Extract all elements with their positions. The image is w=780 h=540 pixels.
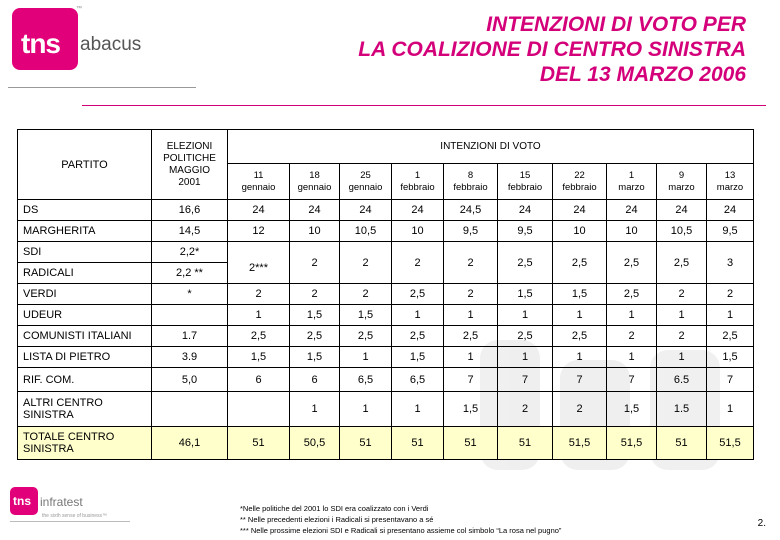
table-row xyxy=(18,347,754,368)
date-header: 1 marzo xyxy=(607,164,657,200)
value-cell: 10 xyxy=(392,221,444,242)
value-cell: 1 xyxy=(657,347,707,368)
value-cell: 6,5 xyxy=(392,368,444,392)
elections-2001-value xyxy=(152,305,228,326)
value-cell: 1 xyxy=(498,305,553,326)
date-month: febbraio xyxy=(562,181,597,193)
value-cell: 2,5 xyxy=(707,326,754,347)
table-row xyxy=(18,326,754,347)
value-cell: 10 xyxy=(607,221,657,242)
merged-value-cell: 3 xyxy=(707,242,754,284)
table-row xyxy=(18,200,754,221)
value-cell: 2,5 xyxy=(392,326,444,347)
value-cell: 1 xyxy=(340,392,392,427)
date-month: febbraio xyxy=(453,181,488,193)
table-row xyxy=(18,242,754,263)
value-cell: 2 xyxy=(228,284,290,305)
table-row xyxy=(18,221,754,242)
logo-bottom-text: tns xyxy=(13,494,31,508)
footnote-2: ** Nelle precedenti elezioni i Radicali si presentavano a sé xyxy=(240,515,434,524)
value-cell: 2,5 xyxy=(290,326,340,347)
value-cell: 24 xyxy=(553,200,607,221)
logo-brand-abacus: abacus xyxy=(80,34,142,55)
value-cell: 51 xyxy=(340,427,392,460)
page-number: 2. xyxy=(757,518,766,529)
date-header: 1 febbraio xyxy=(392,164,444,200)
party-name: VERDI xyxy=(18,284,152,305)
title-line-1: INTENZIONI DI VOTO PER xyxy=(486,13,746,36)
title-line-2: LA COALIZIONE DI CENTRO SINISTRA xyxy=(358,38,746,61)
value-cell: 10 xyxy=(290,221,340,242)
intentions-header: INTENZIONI DI VOTO xyxy=(228,130,754,164)
value-cell: 2 xyxy=(657,326,707,347)
value-cell: 9,5 xyxy=(707,221,754,242)
tns-infratest-logo xyxy=(10,487,38,515)
value-cell: 2 xyxy=(657,284,707,305)
elections-2001-value: 2,2* xyxy=(152,242,228,263)
value-cell: 51,5 xyxy=(707,427,754,460)
value-cell: 2,5 xyxy=(228,326,290,347)
date-header: 22 febbraio xyxy=(553,164,607,200)
party-name: COMUNISTI ITALIANI xyxy=(18,326,152,347)
value-cell: 1,5 xyxy=(392,347,444,368)
merged-value-cell: 2 xyxy=(392,242,444,284)
trademark-mark: ™ xyxy=(76,6,82,12)
date-month: febbraio xyxy=(507,181,543,193)
value-cell: 24 xyxy=(392,200,444,221)
party-name: MARGHERITA xyxy=(18,221,152,242)
value-cell: 1,5 xyxy=(607,392,657,427)
value-cell: 2 xyxy=(498,392,553,427)
tns-logo xyxy=(12,6,82,70)
value-cell: 24 xyxy=(340,200,392,221)
voting-intentions-table xyxy=(17,129,754,460)
party-name: RADICALI xyxy=(18,263,152,284)
value-cell: 1 xyxy=(707,392,754,427)
value-cell: 2,5 xyxy=(340,326,392,347)
logo-brand-infratest: infratest xyxy=(40,495,83,509)
date-header: 9 marzo xyxy=(657,164,707,200)
elections-2001-value: 16,6 xyxy=(152,200,228,221)
party-name: UDEUR xyxy=(18,305,152,326)
value-cell: 24 xyxy=(498,200,553,221)
value-cell: 6 xyxy=(228,368,290,392)
title-divider xyxy=(82,105,766,106)
party-name: RIF. COM. xyxy=(18,368,152,392)
value-cell: 51 xyxy=(444,427,498,460)
date-header: 8 febbraio xyxy=(444,164,498,200)
merged-value-cell: 2,5 xyxy=(553,242,607,284)
value-cell: 1 xyxy=(290,392,340,427)
elections-2001-value: 2,2 ** xyxy=(152,263,228,284)
value-cell: 2,5 xyxy=(444,326,498,347)
value-cell: 9,5 xyxy=(498,221,553,242)
value-cell: 1 xyxy=(607,347,657,368)
value-cell: 24 xyxy=(607,200,657,221)
value-cell: 1 xyxy=(553,305,607,326)
value-cell: 51 xyxy=(657,427,707,460)
value-cell: 6 xyxy=(290,368,340,392)
party-name: ALTRI CENTRO SINISTRA xyxy=(18,392,152,427)
value-cell: 10 xyxy=(553,221,607,242)
elections-2001-value: 14,5 xyxy=(152,221,228,242)
value-cell: 10,5 xyxy=(657,221,707,242)
date-header: 11 gennaio xyxy=(228,164,290,200)
merged-value-cell: 2,5 xyxy=(657,242,707,284)
value-cell: 1 xyxy=(392,305,444,326)
elections-2001-value: 3.9 xyxy=(152,347,228,368)
value-cell: 2,5 xyxy=(607,284,657,305)
merged-value-cell: 2 xyxy=(444,242,498,284)
date-month: marzo xyxy=(716,181,744,193)
value-cell: 24,5 xyxy=(444,200,498,221)
value-cell: 1,5 xyxy=(444,392,498,427)
value-cell: 2,5 xyxy=(498,326,553,347)
date-month: gennaio xyxy=(297,181,332,193)
value-cell: 24 xyxy=(657,200,707,221)
value-cell: 12 xyxy=(228,221,290,242)
value-cell: 51 xyxy=(392,427,444,460)
elections-2001-value: 46,1 xyxy=(152,427,228,460)
value-cell: 9,5 xyxy=(444,221,498,242)
value-cell: 1 xyxy=(553,347,607,368)
table-row xyxy=(18,284,754,305)
logo-text: tns xyxy=(21,28,60,59)
merged-value-cell: 2,5 xyxy=(607,242,657,284)
logo-slogan: the sixth sense of business™ xyxy=(42,513,108,519)
value-cell: 1,5 xyxy=(228,347,290,368)
value-cell: 1,5 xyxy=(498,284,553,305)
date-month: marzo xyxy=(618,181,645,193)
value-cell: 51,5 xyxy=(607,427,657,460)
value-cell: 2 xyxy=(707,284,754,305)
merged-value-cell: 2 xyxy=(290,242,340,284)
value-cell: 2 xyxy=(553,392,607,427)
elections-2001-value: 1.7 xyxy=(152,326,228,347)
merged-value-cell: 2,5 xyxy=(498,242,553,284)
value-cell: 24 xyxy=(228,200,290,221)
party-name: LISTA DI PIETRO xyxy=(18,347,152,368)
merged-value-cell: 2 xyxy=(340,242,392,284)
date-header: 13 marzo xyxy=(707,164,754,200)
table-row xyxy=(18,305,754,326)
logo-bottom-underline xyxy=(10,521,130,522)
value-cell: 6,5 xyxy=(340,368,392,392)
logo-underline xyxy=(8,87,196,88)
value-cell: 1 xyxy=(444,347,498,368)
party-name: DS xyxy=(18,200,152,221)
value-cell: 10,5 xyxy=(340,221,392,242)
value-cell: 51 xyxy=(228,427,290,460)
date-month: marzo xyxy=(668,181,695,193)
value-cell: 7 xyxy=(553,368,607,392)
merged-value-cell: 2*** xyxy=(228,242,290,284)
value-cell: 2 xyxy=(290,284,340,305)
value-cell: 1 xyxy=(340,347,392,368)
value-cell: 1,5 xyxy=(290,347,340,368)
value-cell: 2,5 xyxy=(392,284,444,305)
date-month: gennaio xyxy=(348,181,383,193)
date-header: 25 gennaio xyxy=(340,164,392,200)
value-cell: 1 xyxy=(657,305,707,326)
value-cell: 2 xyxy=(607,326,657,347)
page-title xyxy=(358,12,746,87)
title-line-3: DEL 13 MARZO 2006 xyxy=(539,63,746,86)
value-cell: 50,5 xyxy=(290,427,340,460)
value-cell: 1.5 xyxy=(657,392,707,427)
table-row xyxy=(18,392,754,427)
party-header: PARTITO xyxy=(18,130,152,200)
value-cell: 6.5 xyxy=(657,368,707,392)
table-row xyxy=(18,368,754,392)
elections-2001-value: 5,0 xyxy=(152,368,228,392)
value-cell: 1 xyxy=(607,305,657,326)
value-cell: 2,5 xyxy=(553,326,607,347)
value-cell: 1 xyxy=(392,392,444,427)
date-header: 18 gennaio xyxy=(290,164,340,200)
value-cell: 24 xyxy=(290,200,340,221)
elections-2001-value: * xyxy=(152,284,228,305)
date-header: 15 febbraio xyxy=(498,164,553,200)
date-month: gennaio xyxy=(241,181,276,193)
value-cell: 1 xyxy=(228,305,290,326)
value-cell: 1,5 xyxy=(340,305,392,326)
date-month: febbraio xyxy=(400,181,435,193)
value-cell: 7 xyxy=(707,368,754,392)
elections-2001-header: ELEZIONI POLITICHE MAGGIO 2001 xyxy=(152,130,228,200)
footnote-3: *** Nelle prossime elezioni SDI e Radicali si presentano assieme col simbolo “La rosa nel pugno” xyxy=(240,526,562,535)
value-cell: 7 xyxy=(607,368,657,392)
value-cell: 1,5 xyxy=(553,284,607,305)
value-cell: 1,5 xyxy=(290,305,340,326)
party-name: TOTALE CENTRO SINISTRA xyxy=(18,427,152,460)
value-cell: 1 xyxy=(707,305,754,326)
value-cell: 7 xyxy=(444,368,498,392)
value-cell: 51 xyxy=(498,427,553,460)
footnotes xyxy=(240,503,561,536)
value-cell: 2 xyxy=(444,284,498,305)
value-cell: 1 xyxy=(498,347,553,368)
party-name: SDI xyxy=(18,242,152,263)
value-cell: 2 xyxy=(340,284,392,305)
elections-2001-value xyxy=(152,392,228,427)
value-cell: 7 xyxy=(498,368,553,392)
footnote-1: *Nelle politiche del 2001 lo SDI era coalizzato con i Verdi xyxy=(240,504,429,513)
value-cell: 1 xyxy=(444,305,498,326)
value-cell: 51,5 xyxy=(553,427,607,460)
value-cell: 1,5 xyxy=(707,347,754,368)
value-cell: 24 xyxy=(707,200,754,221)
table-row xyxy=(18,427,754,460)
value-cell xyxy=(228,392,290,427)
